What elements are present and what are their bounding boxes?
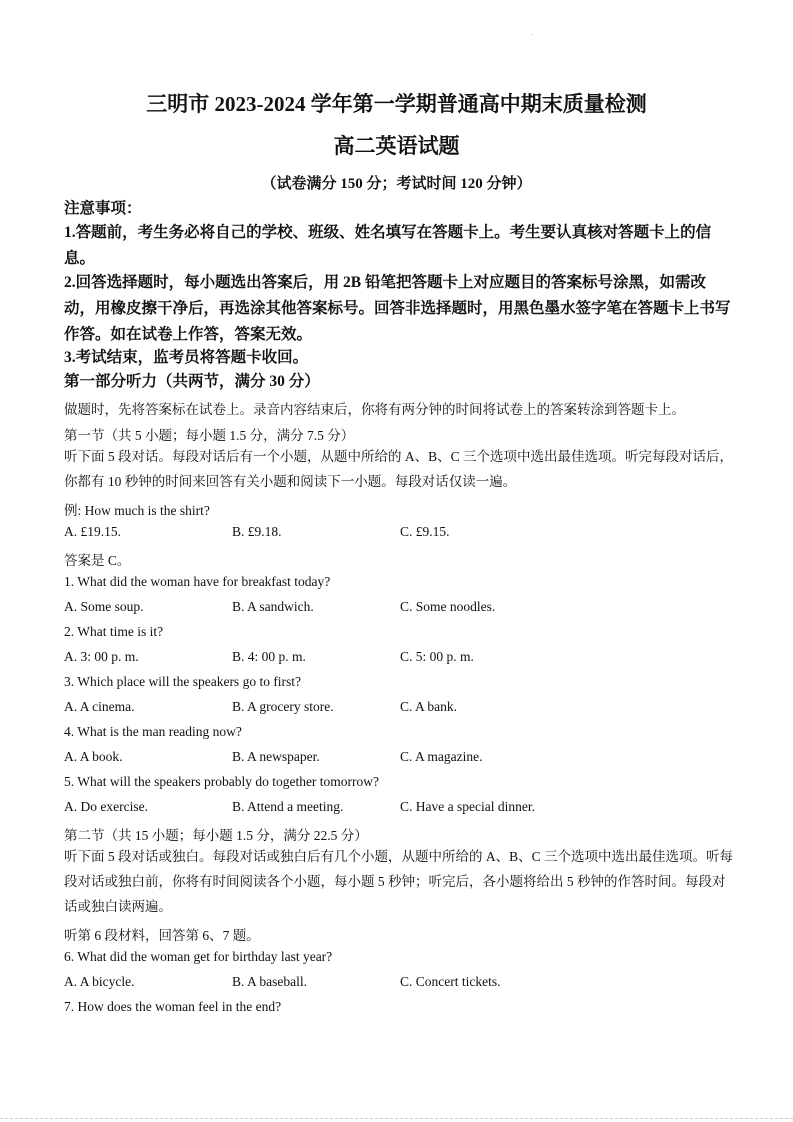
- option-c: C. 5: 00 p. m.: [400, 649, 474, 664]
- option-c: C. Some noodles.: [400, 599, 496, 614]
- notice-item-2: 2.回答选择题时，每小题选出答案后，用 2B 铅笔把答题卡上对应题目的答案标号涂黑，如需改动，用橡皮擦干净后，再选涂其他答案标号。回答非选择题时，用黑色墨水签字笔在答题卡上书写作答。如在试卷上作答，答案无效。: [64, 274, 731, 343]
- option-a: A. A bicycle.: [64, 974, 135, 989]
- question-6: 6. What did the woman get for birthday last year?: [64, 949, 333, 964]
- section2-instructions: 听下面 5 段对话或独白。每段对话或独白后有几个小题，从题中所给的 A、B、C 三个选项中选出最佳选项。听每段对话或独白前，你将有时间阅读各个小题，每小题 5 秒钟；听完后，各小题将给出 5 秒钟的作答时间。每段对话或独白读两遍。: [64, 849, 734, 914]
- exam-info: （试卷满分 150 分；考试时间 120 分钟）: [261, 176, 532, 192]
- option-b: B. A baseball.: [232, 974, 307, 989]
- question-6-options: [64, 974, 736, 994]
- part1-heading: 第一部分听力（共两节，满分 30 分）: [64, 373, 320, 390]
- option-a: A. A book.: [64, 749, 123, 764]
- option-a: A. £19.15.: [64, 524, 121, 539]
- example-options: [64, 524, 736, 544]
- question-5: 5. What will the speakers probably do together tomorrow?: [64, 774, 380, 789]
- question-7: 7. How does the woman feel in the end?: [64, 999, 282, 1014]
- option-c: C. A magazine.: [400, 749, 483, 764]
- question-5-options: [64, 799, 736, 819]
- example-answer: 答案是 C。: [64, 553, 131, 568]
- option-a: A. Do exercise.: [64, 799, 148, 814]
- section1-heading: 第一节（共 5 小题；每小题 1.5 分，满分 7.5 分）: [64, 428, 355, 443]
- notice-item-1: 1.答题前，考生务必将自己的学校、班级、姓名填写在答题卡上。考生要认真核对答题卡上的信息。: [64, 224, 712, 267]
- question-4: 4. What is the man reading now?: [64, 724, 242, 739]
- question-2: 2. What time is it?: [64, 624, 164, 639]
- exam-title: 三明市 2023-2024 学年第一学期普通高中期末质量检测: [146, 92, 647, 116]
- option-b: B. 4: 00 p. m.: [232, 649, 306, 664]
- question-4-options: [64, 749, 736, 769]
- option-a: A. Some soup.: [64, 599, 144, 614]
- scan-dot: [532, 34, 533, 35]
- notice-item-3: 3.考试结束，监考员将答题卡收回。: [64, 349, 309, 366]
- exam-subtitle: 高二英语试题: [333, 134, 460, 158]
- option-b: B. A newspaper.: [232, 749, 320, 764]
- option-b: B. Attend a meeting.: [232, 799, 344, 814]
- notice-heading: 注意事项：: [64, 200, 142, 217]
- option-b: B. A sandwich.: [232, 599, 314, 614]
- option-c: C. £9.15.: [400, 524, 450, 539]
- question-2-options: [64, 649, 736, 669]
- section2-heading: 第二节（共 15 小题；每小题 1.5 分，满分 22.5 分）: [64, 828, 368, 843]
- option-b: B. £9.18.: [232, 524, 282, 539]
- option-c: C. A bank.: [400, 699, 458, 714]
- example-question: 例: How much is the shirt?: [64, 503, 210, 518]
- option-a: A. 3: 00 p. m.: [64, 649, 139, 664]
- section1-instructions: 听下面 5 段对话。每段对话后有一个小题，从题中所给的 A、B、C 三个选项中选出最佳选项。听完每段对话后，你都有 10 秒钟的时间来回答有关小题和阅读下一小题。每段对话仅读一遍。: [64, 449, 734, 489]
- page-bottom-edge: [0, 1118, 793, 1119]
- option-c: C. Have a special dinner.: [400, 799, 535, 814]
- option-b: B. A grocery store.: [232, 699, 334, 714]
- question-1: 1. What did the woman have for breakfast today?: [64, 574, 331, 589]
- question-1-options: [64, 599, 736, 619]
- part1-intro: 做题时，先将答案标在试卷上。录音内容结束后，你将有两分钟的时间将试卷上的答案转涂到答题卡上。: [64, 402, 685, 417]
- option-a: A. A cinema.: [64, 699, 135, 714]
- question-3-options: [64, 699, 736, 719]
- material-6-note: 听第 6 段材料，回答第 6、7 题。: [64, 928, 260, 943]
- option-c: C. Concert tickets.: [400, 974, 501, 989]
- question-3: 3. Which place will the speakers go to first?: [64, 674, 302, 689]
